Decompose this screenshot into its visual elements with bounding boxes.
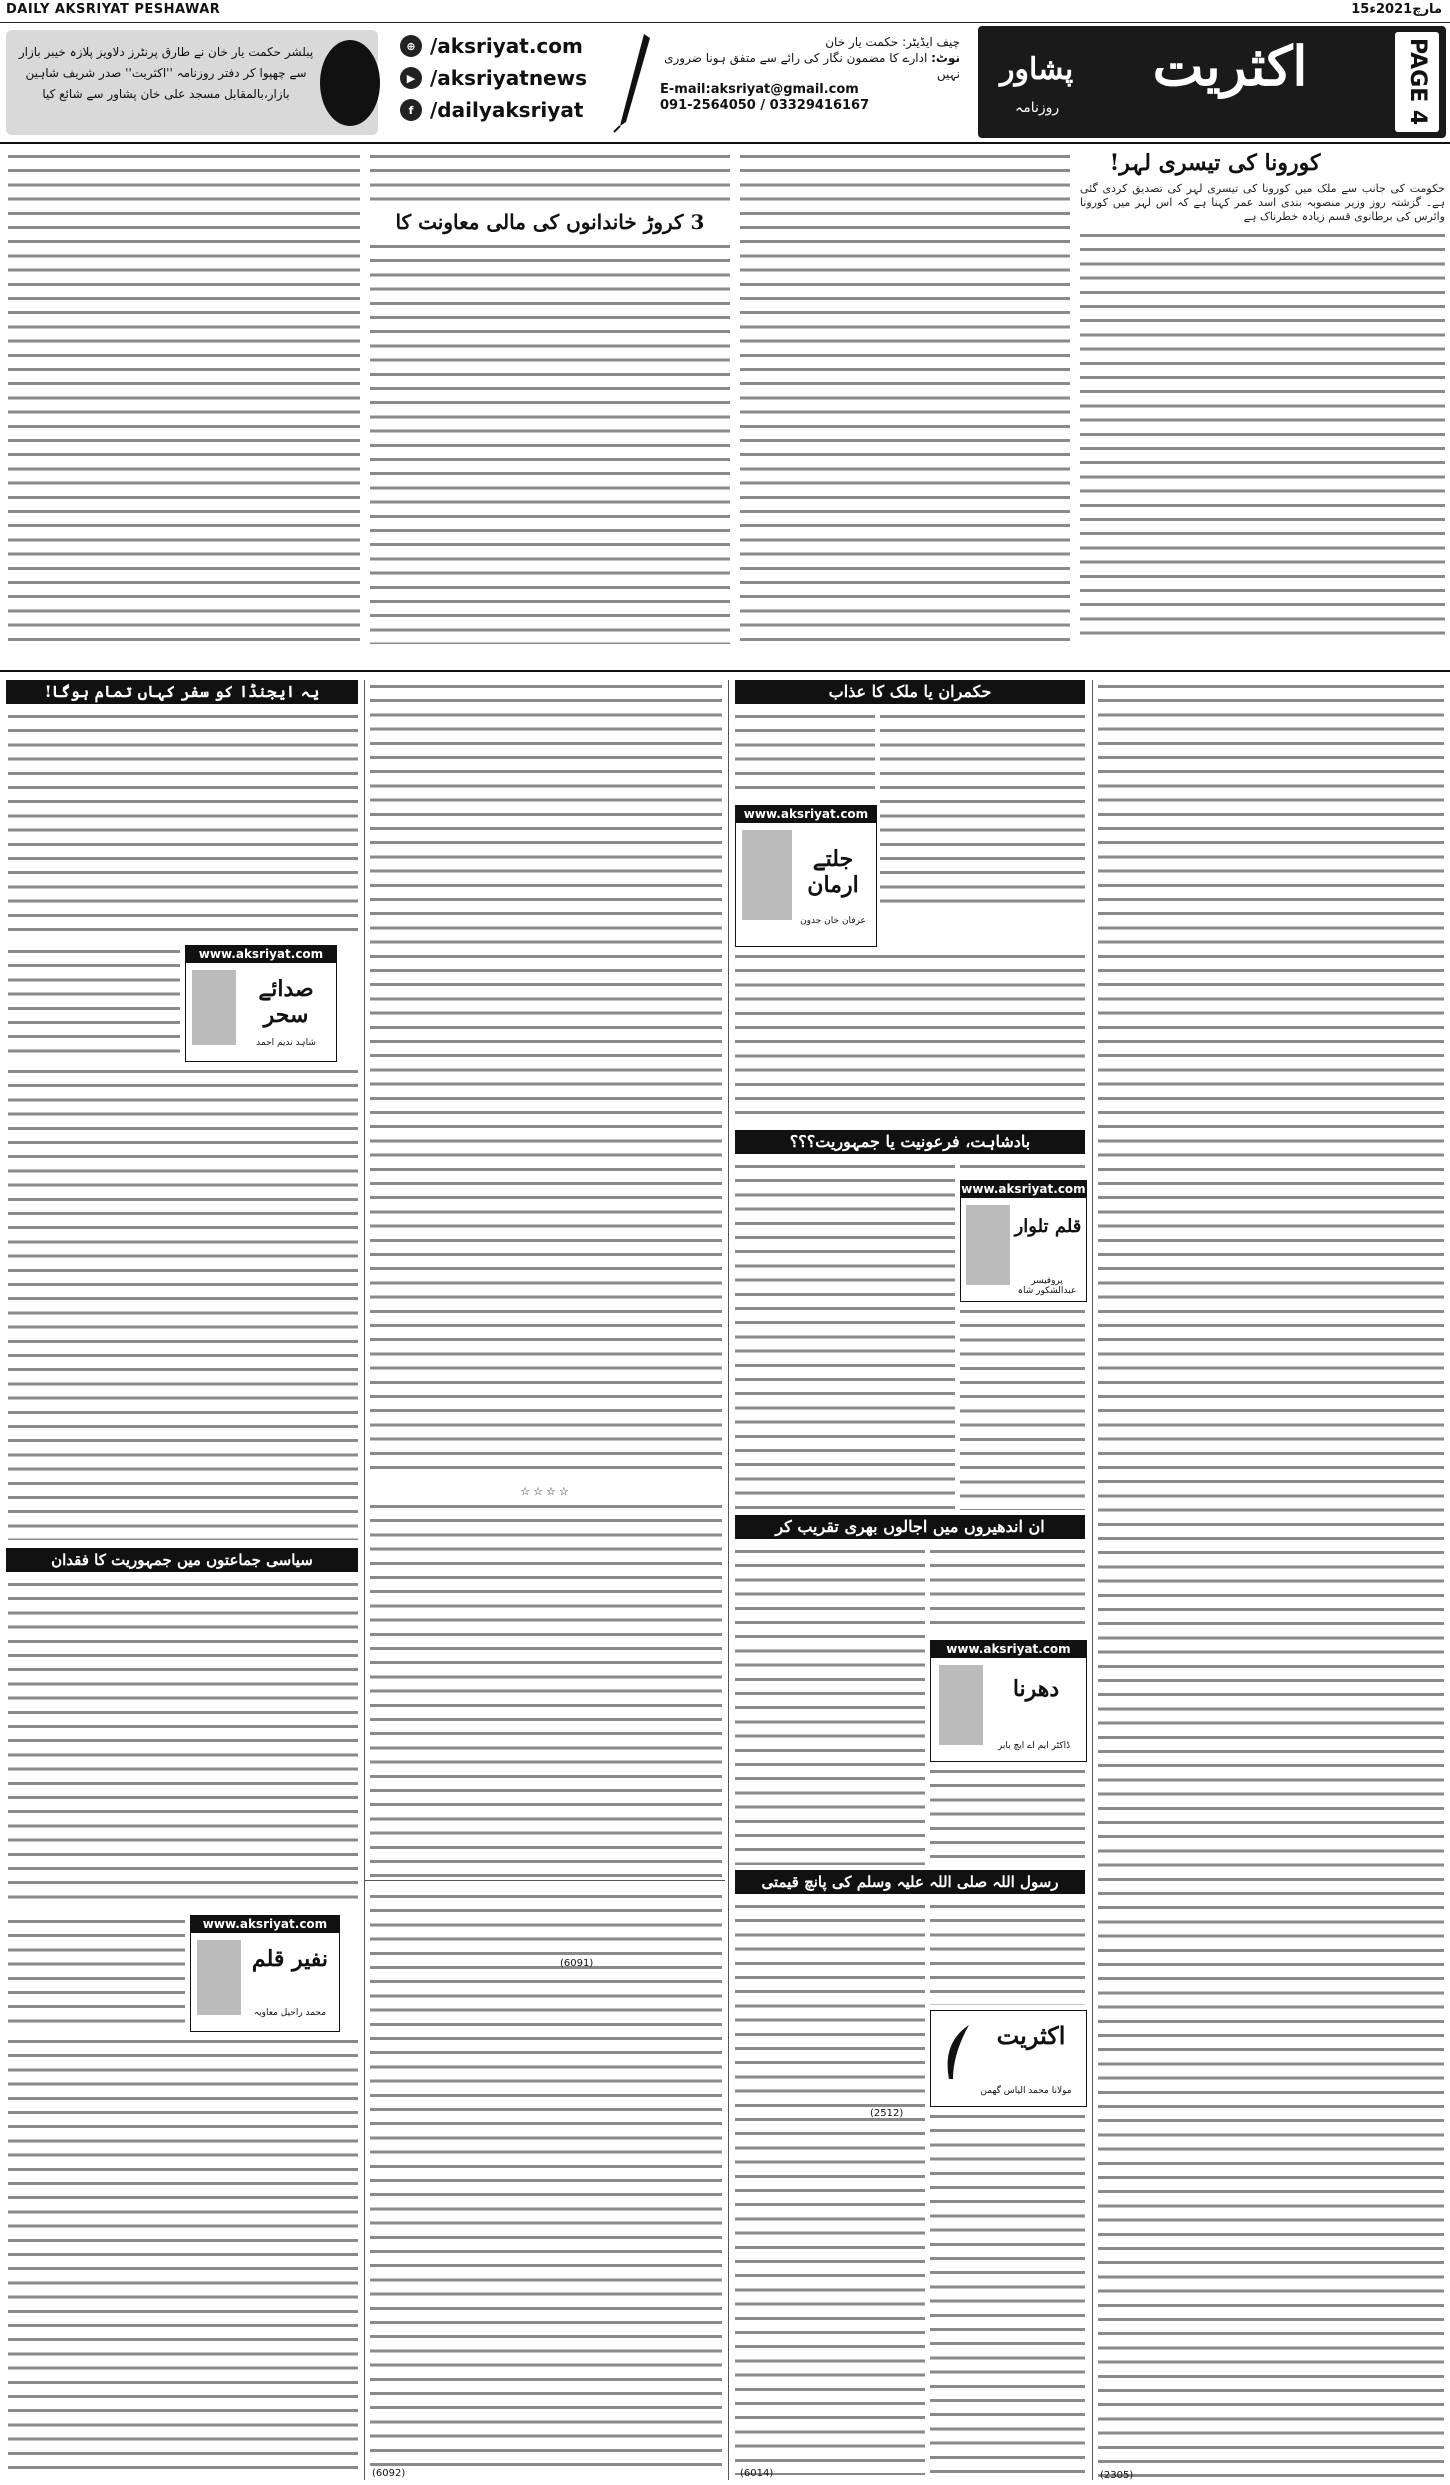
column-name: قلم تلوار: [1014, 1216, 1082, 1237]
column-2-text-c: [960, 1305, 1085, 1510]
publisher-notice: [6, 30, 378, 135]
row-divider: [365, 1880, 725, 1881]
columnist-photo: [939, 1665, 983, 1745]
columnist-name: شاہد ندیم احمد: [256, 1038, 316, 1048]
column-title-2: بادشاہت، فرعونیت یا جمہوریت؟؟؟: [735, 1130, 1085, 1154]
column-name: نفیر قلم: [251, 1946, 329, 1972]
col-divider: [728, 680, 729, 2480]
editorial-col-3a: [370, 150, 730, 205]
column-1-text-c: [735, 950, 1085, 1120]
masthead-city: پشاور: [1000, 52, 1074, 87]
columnist-name: پروفیسر عبدالشکور شاہ: [1017, 1276, 1077, 1296]
column-title-3: ان اندھیروں میں اجالوں بھری تقریب کر: [735, 1515, 1085, 1539]
note-label: نوٹ:: [931, 51, 960, 65]
social-facebook[interactable]: /dailyaksriyat: [430, 98, 584, 122]
site-logo: www.aksriyat.com: [931, 1641, 1086, 1658]
columnist-box-4: [930, 2010, 1087, 2107]
column-6-text-a: [8, 1578, 358, 1908]
columnist-box-3: [930, 1640, 1087, 1762]
ref-6091: (6091): [560, 1958, 594, 1969]
social-web[interactable]: /aksriyat.com: [430, 34, 583, 58]
column-title-5: یہ ایجنڈا کو سفر کہاں تمام ہوگا!: [6, 680, 358, 704]
contact-email[interactable]: E-mail:aksriyat@gmail.com: [660, 82, 859, 97]
issue-date: 15مارچ2021ء: [1351, 2, 1442, 17]
social-youtube[interactable]: /aksriyatnews: [430, 66, 588, 90]
column-6-text-c: [8, 2035, 358, 2475]
site-logo: www.aksriyat.com: [186, 946, 336, 963]
publisher-text: پبلشر حکمت یار خان نے طارق پرنٹرز دلاویز پلازہ خیبر بازار سے چھپوا کر دفتر روزنامہ ''اکثریت'' صدر شریف شاہین بازار،بالمقابل مسجد علی خان پشاور سے شائع کیا: [18, 45, 314, 101]
columnist-name: عرفان خان جدون: [800, 916, 866, 926]
editorial-lead: حکومت کی جانب سے ملک میں کورونا کی تیسری لہر کی تصدیق کردی گئی ہے۔ گزشتہ روز وزیر منصوبہ بندی اسد عمر کہنا ہے کہ اس لہر میں کورونا وائرس کی برطانوی قسم زیادہ خطرناک ہے: [1080, 182, 1445, 644]
column-title-6: سیاسی جماعتوں میں جمہوریت کا فقدان: [6, 1548, 358, 1572]
column-5-text-b: [8, 945, 180, 1060]
column-4-text-c: [930, 2110, 1085, 2475]
column-2-text-b: [735, 1160, 955, 1510]
columnist-photo: [742, 830, 792, 920]
columnist-photo: [197, 1940, 241, 2015]
facebook-icon: f: [400, 99, 422, 121]
column-3-text-b: [735, 1545, 925, 1865]
col-divider: [1092, 680, 1093, 2480]
column-4-text-a: [930, 1900, 1085, 2005]
column-title-4: رسول اللہ صلی اللہ علیہ وسلم کی پانچ قیمتی: [735, 1870, 1085, 1894]
columnist-box-1: [735, 805, 877, 947]
column-3-text-c: [930, 1765, 1085, 1865]
editorial-col-2: [740, 150, 1070, 644]
editorial-col-3b: [370, 240, 730, 644]
ref-2512: (2512): [870, 2108, 904, 2119]
columnist-name: ڈاکٹر ایم اے ایچ بابر: [997, 1741, 1071, 1751]
site-logo: www.aksriyat.com: [736, 806, 876, 823]
section-rule: [0, 670, 1450, 672]
column-title-1: حکمران یا ملک کا عذاب: [735, 680, 1085, 704]
ref-6092: (6092): [372, 2468, 406, 2479]
column-name: دھرنا: [1012, 1676, 1060, 1702]
social-row-youtube[interactable]: [400, 62, 600, 94]
column-1-text-b: [735, 710, 875, 800]
column-1-text-a: [880, 710, 1085, 910]
pen-icon: [610, 30, 658, 135]
columnist-name: مولانا محمد الیاس گھمن: [980, 2086, 1072, 2096]
editorial-title: کورونا کی تیسری لہر!: [1109, 150, 1321, 176]
masthead-rule: [0, 142, 1450, 144]
contact-block: [660, 34, 960, 134]
column-6-text-b: [8, 1915, 185, 2030]
globe-icon: ⊕: [400, 35, 422, 57]
social-links: [400, 30, 600, 140]
social-row-web[interactable]: [400, 30, 600, 62]
paper-logo: اکثریت: [996, 2021, 1066, 2050]
columnist-name: محمد راحیل معاویہ: [253, 2008, 327, 2018]
masthead-daily: روزنامہ: [1015, 100, 1060, 116]
quill-icon: [939, 2023, 979, 2083]
disc-graphic: [320, 40, 380, 126]
ref-2305: (2305): [1100, 2470, 1134, 2481]
editorial-col-4: [8, 150, 360, 644]
top-bar: [0, 0, 1450, 23]
column-3-text-a: [930, 1545, 1085, 1635]
article-col-middle-c: [370, 1890, 722, 2470]
article-col-right: [1098, 680, 1444, 2480]
page-number: PAGE 4: [1395, 32, 1439, 132]
paper-name: DAILY AKSRIYAT PESHAWAR: [6, 2, 221, 17]
column-4-text-b: [735, 1900, 925, 2475]
column-name: صدائے سحر: [258, 976, 314, 1028]
columnist-photo: [966, 1205, 1010, 1285]
column-2-text-a: [960, 1160, 1085, 1178]
columnist-box-6: [190, 1915, 340, 2032]
col-divider: [364, 680, 365, 2480]
site-logo: www.aksriyat.com: [191, 1916, 339, 1933]
editorial-subtitle: 3 کروڑ خاندانوں کی مالی معاونت کا: [395, 210, 705, 234]
article-col-middle-b: [370, 1500, 722, 1880]
masthead-title: اکثریت: [1152, 34, 1308, 98]
social-row-facebook[interactable]: [400, 94, 600, 126]
site-logo: www.aksriyat.com: [961, 1182, 1086, 1196]
separator-stars: ☆☆☆☆: [520, 1485, 572, 1498]
columnist-box-2: [960, 1180, 1087, 1302]
chief-editor: چیف ایڈیٹر: حکمت یار خان: [825, 35, 960, 49]
contact-phone: 091-2564050 / 03329416167: [660, 98, 870, 113]
youtube-icon: ▶: [400, 67, 422, 89]
ref-6014: (6014): [740, 2468, 774, 2479]
note-text: ادارے کا مضمون نگار کی رائے سے متفق ہونا ضروری نہیں: [664, 51, 960, 81]
column-5-text-a: [8, 710, 358, 940]
columnist-box-5: [185, 945, 337, 1062]
article-col-middle-a: [370, 680, 722, 1480]
column-name: جلتے ارمان: [807, 846, 859, 898]
column-5-text-c: [8, 1065, 358, 1540]
columnist-photo: [192, 970, 236, 1045]
